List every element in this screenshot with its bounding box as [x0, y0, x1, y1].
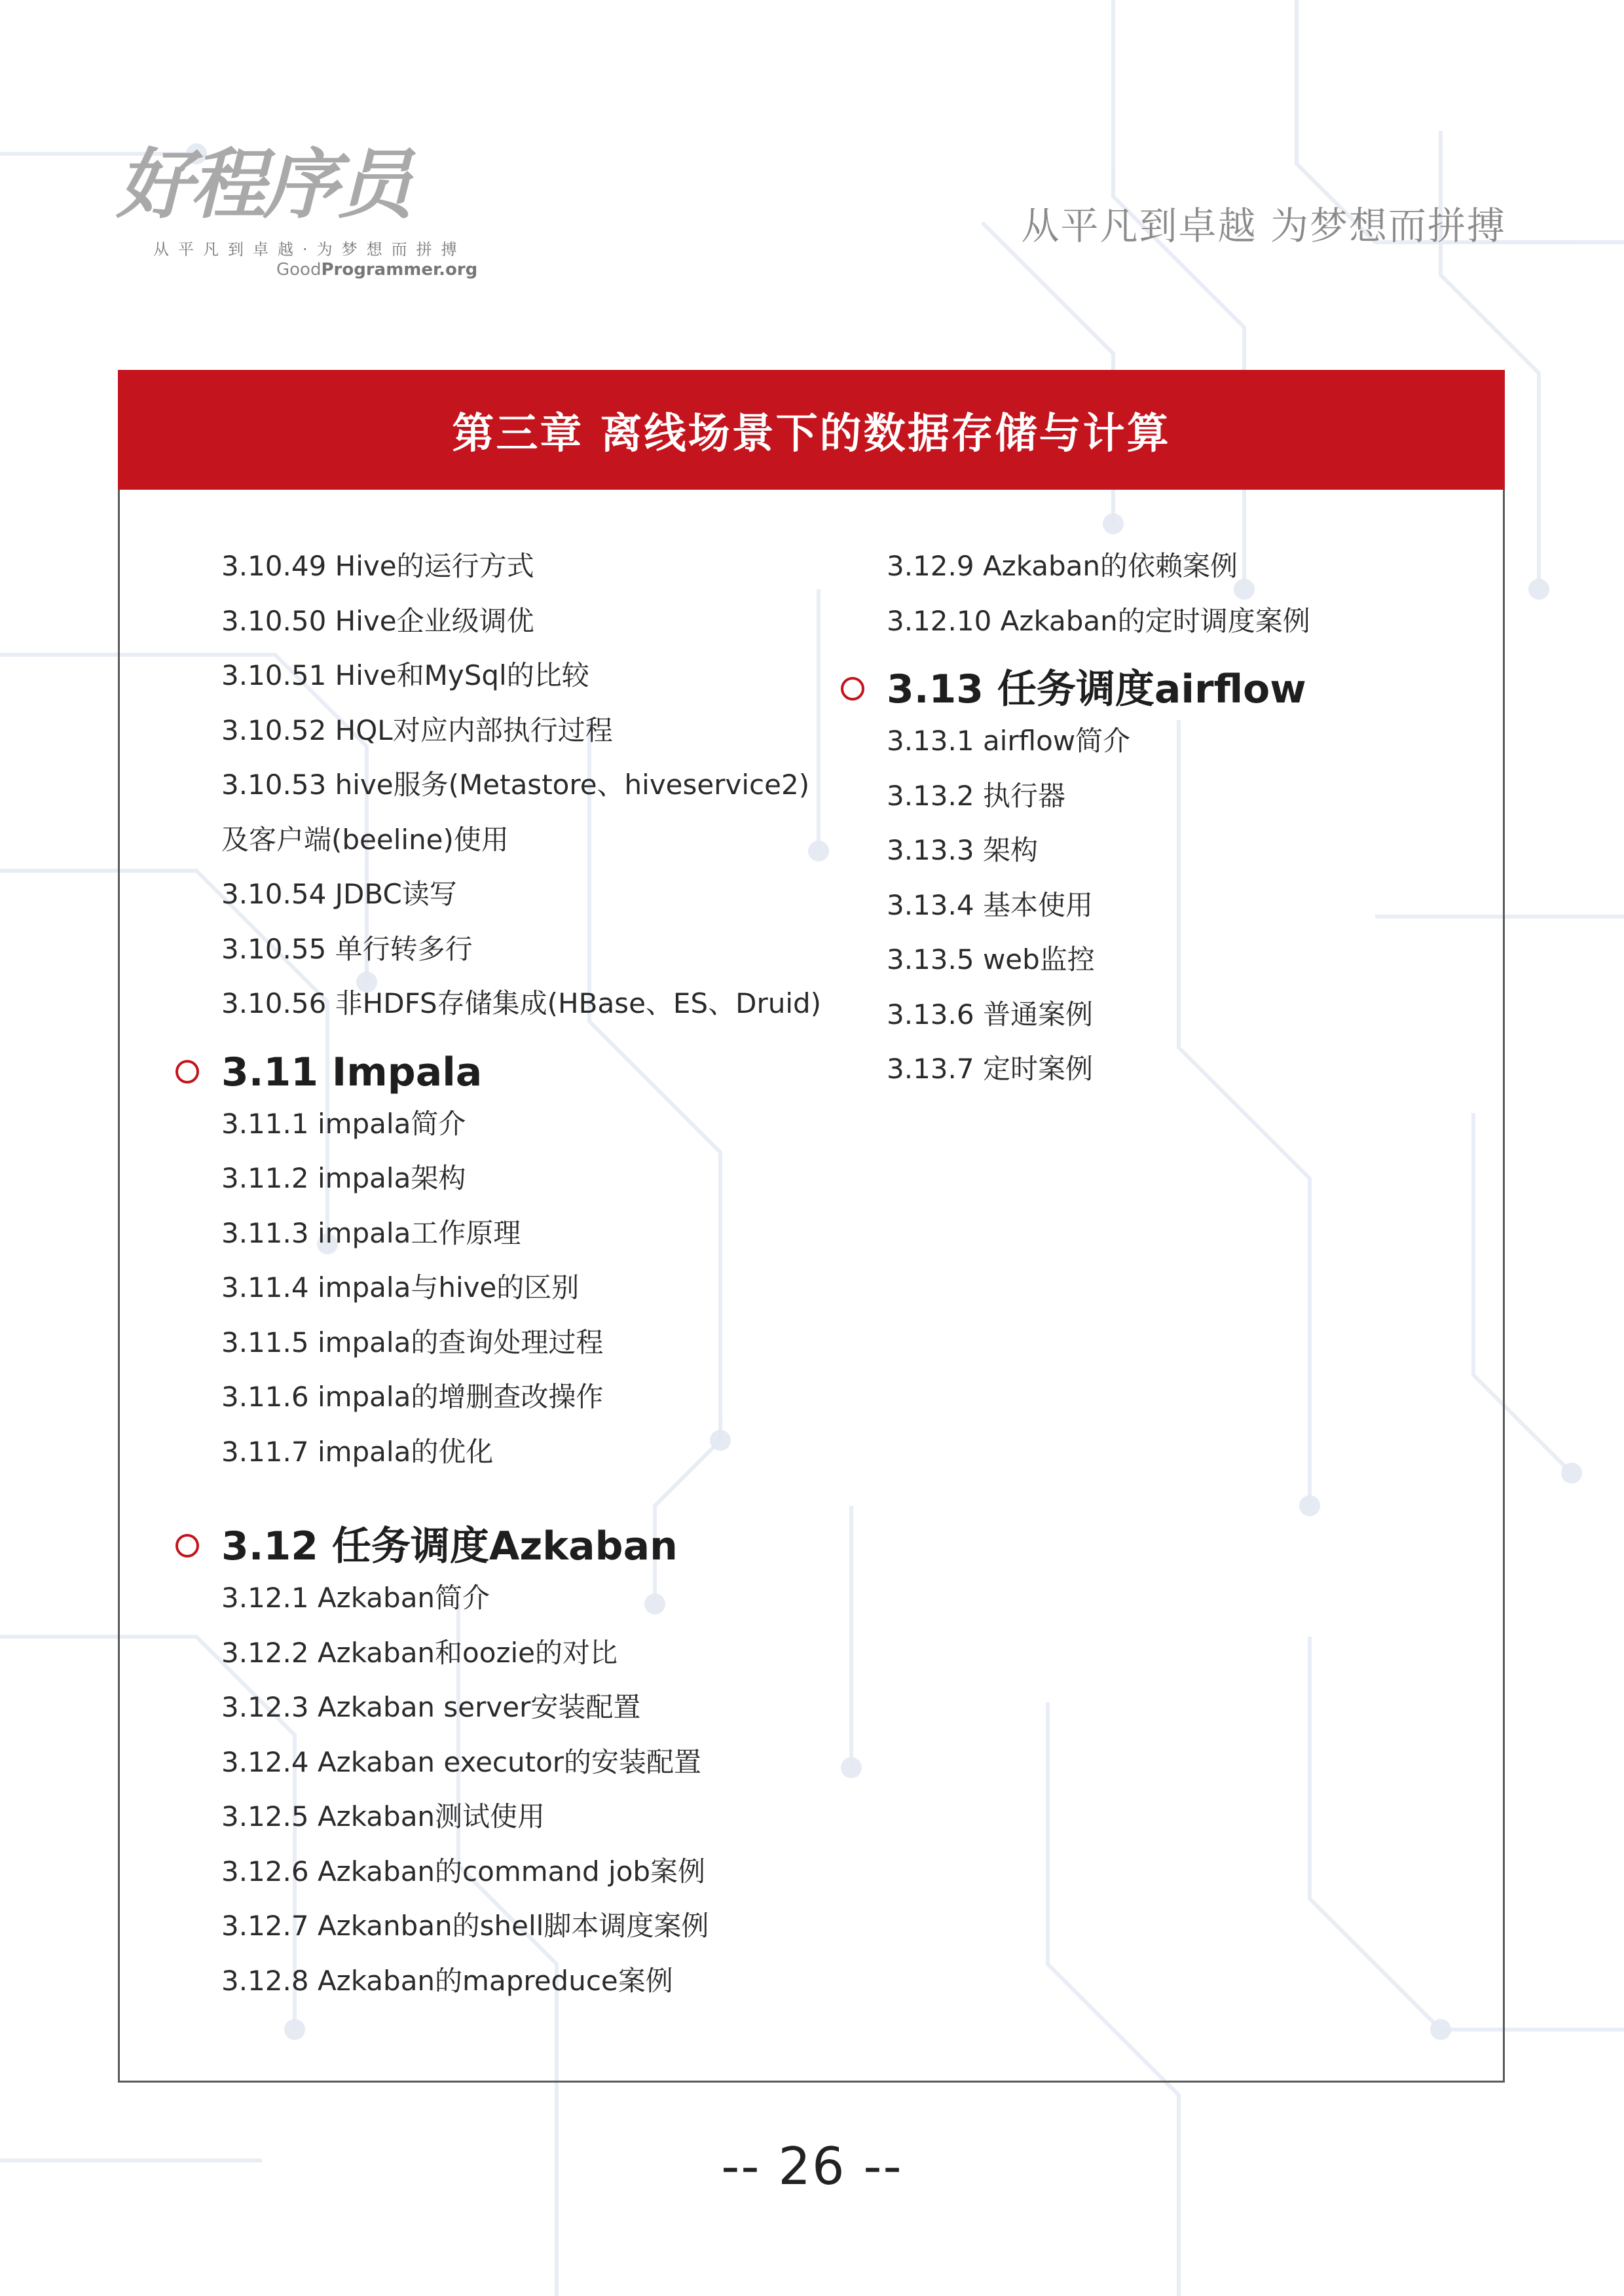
toc-item: 3.12.9 Azkaban的依赖案例 — [887, 550, 1238, 582]
toc-item: 3.11.2 impala架构 — [221, 1162, 466, 1194]
logo-url — [276, 260, 477, 280]
toc-item: 3.10.50 Hive企业级调优 — [221, 604, 534, 637]
toc-item: 3.10.53 hive服务(Metastore、hiveservice2) — [221, 769, 810, 801]
toc-right-column — [887, 545, 1476, 1103]
toc-item: 3.10.56 非HDFS存储集成(HBase、ES、Druid) — [221, 987, 822, 1019]
section-heading-3-12 — [221, 1516, 850, 1577]
toc-item: 3.10.55 单行转多行 — [221, 932, 473, 965]
toc-left-column — [221, 545, 850, 2014]
circle-bullet-icon — [841, 677, 864, 701]
toc-item: 3.11.4 impala与hive的区别 — [221, 1271, 580, 1303]
circle-bullet-icon — [175, 1060, 199, 1084]
toc-item: 3.10.51 Hive和MySql的比较 — [221, 659, 589, 691]
toc-item: 3.12.8 Azkaban的mapreduce案例 — [221, 1964, 673, 1997]
circle-bullet-icon — [175, 1534, 199, 1558]
toc-item: 3.11.1 impala简介 — [221, 1107, 466, 1140]
chapter-title-bar — [118, 370, 1505, 490]
toc-item: 3.12.10 Azkaban的定时调度案例 — [887, 604, 1310, 637]
toc-item: 3.13.5 web监控 — [887, 943, 1095, 975]
toc-item: 3.13.3 架构 — [887, 834, 1038, 866]
header-slogan: 从平凡到卓越 为梦想而拼搏 — [1021, 204, 1506, 248]
toc-item: 3.12.5 Azkaban测试使用 — [221, 1800, 545, 1832]
toc-item: 3.13.7 定时案例 — [887, 1053, 1093, 1085]
section-title: 3.11 Impala — [221, 1049, 483, 1095]
toc-item: 3.10.49 Hive的运行方式 — [221, 550, 534, 582]
toc-item: 及客户端(beeline)使用 — [221, 823, 509, 856]
section-title: 3.13 任务调度airflow — [887, 666, 1306, 712]
logo-wordmark: 好程序员 — [117, 141, 410, 229]
toc-item: 3.13.1 airflow简介 — [887, 725, 1131, 757]
toc-item: 3.12.3 Azkaban server安装配置 — [221, 1691, 641, 1723]
section-heading-3-13 — [887, 659, 1476, 720]
section-title: 3.12 任务调度Azkaban — [221, 1523, 678, 1569]
toc-item: 3.12.4 Azkaban executor的安装配置 — [221, 1745, 702, 1778]
section-heading-3-11 — [221, 1042, 850, 1103]
toc-item: 3.11.5 impala的查询处理过程 — [221, 1326, 604, 1358]
chapter-title: 第三章 离线场景下的数据存储与计算 — [452, 409, 1171, 458]
toc-item: 3.12.6 Azkaban的command job案例 — [221, 1855, 706, 1887]
logo-url-suffix: Programmer.org — [321, 260, 478, 280]
toc-item: 3.13.4 基本使用 — [887, 888, 1093, 921]
page-number: -- 26 -- — [721, 2138, 903, 2196]
toc-item: 3.11.6 impala的增删查改操作 — [221, 1381, 604, 1413]
toc-item: 3.12.2 Azkaban和oozie的对比 — [221, 1636, 618, 1669]
toc-item: 3.13.2 执行器 — [887, 779, 1065, 812]
toc-item: 3.12.7 Azkanban的shell脚本调度案例 — [221, 1910, 709, 1942]
logo-tagline: 从平凡到卓越·为梦想而拼搏 — [153, 240, 466, 259]
logo-url-prefix: Good — [276, 260, 322, 280]
toc-item: 3.10.52 HQL对应内部执行过程 — [221, 714, 613, 746]
toc-item: 3.11.3 impala工作原理 — [221, 1216, 521, 1249]
toc-item: 3.12.1 Azkaban简介 — [221, 1582, 490, 1614]
toc-item: 3.13.6 普通案例 — [887, 998, 1093, 1030]
company-logo — [117, 141, 478, 285]
toc-item: 3.10.54 JDBC读写 — [221, 878, 457, 910]
toc-item: 3.11.7 impala的优化 — [221, 1435, 494, 1468]
